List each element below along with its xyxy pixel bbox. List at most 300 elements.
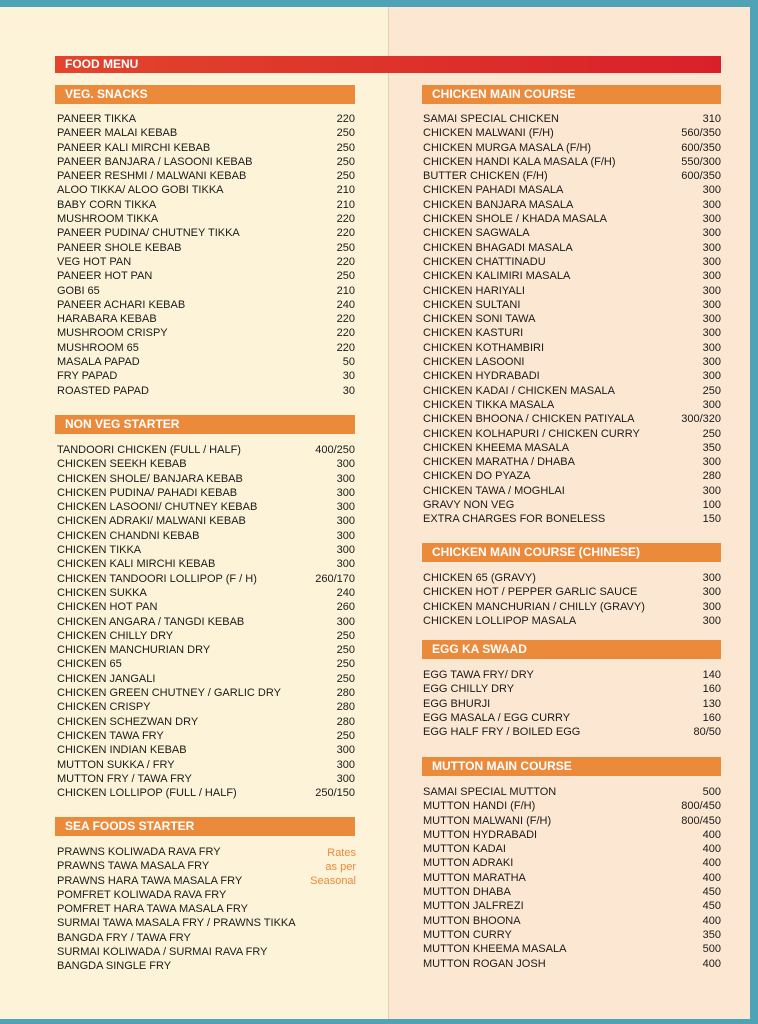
- menu-item: [57, 643, 355, 657]
- menu-item: [57, 369, 355, 383]
- menu-item-name: MUTTON JALFREZI: [423, 900, 524, 913]
- menu-item-price: 400: [702, 957, 721, 970]
- menu-item-price: 250: [336, 729, 355, 742]
- menu-item: [57, 758, 355, 772]
- menu-item: [57, 126, 355, 140]
- menu-item-name: SAMAI SPECIAL CHICKEN: [423, 113, 559, 125]
- menu-item-price: 500: [702, 943, 721, 956]
- menu-item-price: 250: [336, 629, 355, 642]
- menu-item-name: TANDOORI CHICKEN (FULL / HALF): [57, 444, 241, 456]
- menu-item: [57, 384, 355, 398]
- menu-item-price: 300: [336, 515, 355, 528]
- menu-item: [423, 141, 721, 155]
- menu-item-name: CHICKEN TIKKA: [57, 544, 142, 557]
- menu-item-price: 300: [702, 341, 721, 354]
- menu-item-name: CHICKEN HANDI KALA MASALA (F/H): [423, 155, 616, 168]
- menu-item-price: 250/150: [315, 787, 355, 800]
- menu-item-price: 300: [702, 227, 721, 240]
- menu-item-name: CHICKEN TIKKA MASALA: [423, 398, 555, 411]
- menu-item-name: CHICKEN 65 (GRAVY): [423, 572, 536, 584]
- menu-item-price: 250: [336, 270, 355, 283]
- menu-item-price: 210: [336, 184, 355, 197]
- menu-item-name: HARABARA KEBAB: [57, 313, 157, 326]
- menu-item-price: 400: [702, 871, 721, 884]
- menu-item: [423, 914, 721, 928]
- menu-item-price: 220: [336, 313, 355, 326]
- menu-item-name: CHICKEN MARATHA / DHABA: [423, 456, 575, 469]
- menu-item-name: MUTTON SUKKA / FRY: [57, 758, 175, 771]
- menu-item-price: 250: [336, 155, 355, 168]
- menu-item-name: CHICKEN HOT PAN: [57, 601, 158, 614]
- menu-item-name: PANEER BANJARA / LASOONI KEBAB: [57, 155, 253, 168]
- menu-item-price: 800/450: [681, 814, 721, 827]
- menu-item: [57, 572, 355, 586]
- menu-item-price: 250: [336, 170, 355, 183]
- menu-item: [423, 799, 721, 813]
- chicken-main-course-heading: CHICKEN MAIN COURSE: [422, 85, 721, 104]
- menu-item-name: CHICKEN ADRAKI/ MALWANI KEBAB: [57, 515, 246, 528]
- menu-item: [57, 486, 355, 500]
- menu-item-price: 300: [702, 484, 721, 497]
- menu-item: [57, 355, 355, 369]
- menu-item-price: 300: [702, 600, 721, 613]
- menu-item: [57, 672, 355, 686]
- menu-item-price: 400: [702, 843, 721, 856]
- menu-item: [423, 427, 721, 441]
- menu-item-price: 220: [336, 113, 355, 125]
- menu-item-name: VEG HOT PAN: [57, 255, 132, 268]
- menu-item: [57, 183, 355, 197]
- menu-item-name: MUTTON DHABA: [423, 886, 511, 899]
- menu-item: [57, 657, 355, 671]
- menu-item-name: CHICKEN SCHEZWAN DRY: [57, 715, 199, 728]
- menu-item: [423, 284, 721, 298]
- menu-item-name: CHICKEN HYDRABADI: [423, 370, 540, 383]
- menu-item: [423, 600, 721, 614]
- menu-item-name: CHICKEN KOLHAPURI / CHICKEN CURRY: [423, 427, 640, 440]
- menu-item: [57, 500, 355, 514]
- menu-item-name: CHICKEN KALI MIRCHI KEBAB: [57, 558, 216, 571]
- menu-item-price: 600/350: [681, 141, 721, 154]
- menu-item-name: CHICKEN SONI TAWA: [423, 313, 536, 326]
- menu-item-name: CHICKEN MALWANI (F/H): [423, 127, 554, 140]
- menu-item: [57, 859, 297, 873]
- menu-item-name: CHICKEN TAWA FRY: [57, 729, 164, 742]
- menu-item-price: 300: [702, 255, 721, 268]
- menu-item-price: 300: [702, 356, 721, 369]
- menu-item: [57, 729, 355, 743]
- menu-item-price: 250: [336, 658, 355, 671]
- menu-item-price: 220: [336, 227, 355, 240]
- menu-item-price: 250: [702, 427, 721, 440]
- menu-item: [423, 312, 721, 326]
- menu-item-price: 300: [336, 758, 355, 771]
- menu-item-price: 250: [702, 384, 721, 397]
- menu-item-name: SURMAI KOLIWADA / SURMAI RAVA FRY: [57, 946, 268, 959]
- menu-item: [423, 871, 721, 885]
- menu-item: [423, 571, 721, 585]
- menu-item-name: PRAWNS TAWA MASALA FRY: [57, 860, 210, 873]
- menu-item-name: SURMAI TAWA MASALA FRY / PRAWNS TIKKA: [57, 917, 296, 930]
- menu-item-name: MUTTON HANDI (F/H): [423, 800, 536, 813]
- menu-item-price: 300: [336, 558, 355, 571]
- chicken-main-course-list: [423, 112, 721, 527]
- menu-item-name: ROASTED PAPAD: [57, 384, 149, 397]
- menu-item-price: 300: [336, 615, 355, 628]
- menu-item-name: CHICKEN SEEKH KEBAB: [57, 458, 187, 471]
- menu-item: [57, 700, 355, 714]
- menu-item-price: 500: [702, 786, 721, 798]
- menu-item-name: PRAWNS HARA TAWA MASALA FRY: [57, 874, 243, 887]
- menu-item-price: 310: [702, 113, 721, 125]
- menu-item: [57, 529, 355, 543]
- non-veg-starter-heading: NON VEG STARTER: [55, 415, 355, 434]
- menu-item-price: 250: [336, 241, 355, 254]
- menu-item: [423, 455, 721, 469]
- menu-item-name: CHICKEN ANGARA / TANGDI KEBAB: [57, 615, 245, 628]
- menu-item-price: 250: [336, 672, 355, 685]
- menu-item: [57, 959, 297, 973]
- menu-item-name: CHICKEN LOLLIPOP MASALA: [423, 614, 577, 627]
- menu-item-name: CHICKEN MURGA MASALA (F/H): [423, 141, 592, 154]
- menu-item: [57, 888, 297, 902]
- menu-item: [57, 629, 355, 643]
- menu-item: [423, 369, 721, 383]
- menu-item: [423, 484, 721, 498]
- menu-item-name: MUTTON KADAI: [423, 843, 506, 856]
- menu-item-name: GRAVY NON VEG: [423, 499, 515, 512]
- menu-item: [423, 112, 721, 126]
- menu-item-name: CHICKEN KOTHAMBIRI: [423, 341, 545, 354]
- menu-item: [423, 226, 721, 240]
- menu-item: [57, 786, 355, 800]
- menu-item-name: MUTTON KHEEMA MASALA: [423, 943, 567, 956]
- menu-item-price: 300: [702, 398, 721, 411]
- menu-item: [423, 255, 721, 269]
- menu-item: [57, 916, 297, 930]
- menu-item: [423, 269, 721, 283]
- menu-item-name: CHICKEN KALIMIRI MASALA: [423, 270, 571, 283]
- menu-item-price: 300: [336, 486, 355, 499]
- mutton-main-course-heading: MUTTON MAIN COURSE: [422, 757, 721, 776]
- menu-item-name: MUTTON ADRAKI: [423, 857, 514, 870]
- menu-item-name: MUTTON ROGAN JOSH: [423, 957, 546, 970]
- menu-item: [423, 785, 721, 799]
- menu-item-name: CHICKEN SULTANI: [423, 298, 521, 311]
- menu-item-name: MUSHROOM CRISPY: [57, 327, 168, 340]
- menu-item-price: 400: [702, 857, 721, 870]
- seasonal-rates-note: [290, 846, 356, 888]
- menu-item-price: 220: [336, 255, 355, 268]
- menu-item: [57, 284, 355, 298]
- menu-item-price: 300: [702, 298, 721, 311]
- menu-item-price: 260/170: [315, 572, 355, 585]
- menu-item: [423, 398, 721, 412]
- rates-note-line: Rates: [327, 847, 356, 859]
- menu-item-price: 350: [702, 441, 721, 454]
- menu-item-name: CHICKEN LASOONI/ CHUTNEY KEBAB: [57, 501, 258, 514]
- egg-ka-swaad-list: [423, 668, 721, 739]
- menu-item-price: 300: [336, 472, 355, 485]
- menu-item-price: 280: [336, 687, 355, 700]
- menu-item-name: PANEER PUDINA/ CHUTNEY TIKKA: [57, 227, 240, 240]
- menu-item-price: 250: [336, 644, 355, 657]
- menu-item-price: 800/450: [681, 800, 721, 813]
- menu-item-name: CHICKEN MANCHURIAN / CHILLY (GRAVY): [423, 600, 645, 613]
- menu-item: [423, 512, 721, 526]
- menu-item-price: 400: [702, 828, 721, 841]
- menu-item-name: CHICKEN BANJARA MASALA: [423, 198, 574, 211]
- menu-item-price: 300: [336, 529, 355, 542]
- menu-item-name: MUSHROOM TIKKA: [57, 213, 159, 226]
- menu-item: [423, 183, 721, 197]
- menu-item: [57, 169, 355, 183]
- menu-item: [423, 441, 721, 455]
- menu-item: [423, 585, 721, 599]
- menu-item-price: 300: [336, 772, 355, 785]
- menu-item: [423, 899, 721, 913]
- menu-item-name: MUSHROOM 65: [57, 341, 139, 354]
- menu-item: [423, 341, 721, 355]
- menu-item-name: MUTTON FRY / TAWA FRY: [57, 772, 192, 785]
- chicken-main-course-chinese-list: [423, 571, 721, 628]
- menu-item-name: CHICKEN 65: [57, 658, 122, 671]
- menu-item-name: CHICKEN BHAGADI MASALA: [423, 241, 573, 254]
- menu-item-price: 80/50: [693, 726, 721, 739]
- menu-item: [57, 326, 355, 340]
- menu-item-name: CHICKEN KASTURI: [423, 327, 524, 340]
- menu-item: [423, 842, 721, 856]
- menu-item: [423, 384, 721, 398]
- menu-item-name: CHICKEN LASOONI: [423, 356, 525, 369]
- menu-item-name: EGG BHURJI: [423, 697, 491, 710]
- menu-item-name: EGG CHILLY DRY: [423, 683, 515, 696]
- menu-item-name: CHICKEN PUDINA/ PAHADI KEBAB: [57, 486, 238, 499]
- menu-item: [57, 341, 355, 355]
- menu-item-name: PANEER ACHARI KEBAB: [57, 298, 186, 311]
- menu-item-price: 400/250: [315, 444, 355, 456]
- menu-item: [57, 269, 355, 283]
- rates-note-line: Seasonal: [310, 875, 356, 887]
- menu-item: [423, 355, 721, 369]
- menu-item-price: 300: [702, 213, 721, 226]
- menu-item: [57, 212, 355, 226]
- menu-item: [57, 902, 297, 916]
- border-bottom: [0, 1019, 758, 1024]
- menu-item-price: 300: [702, 586, 721, 599]
- menu-item-price: 450: [702, 900, 721, 913]
- menu-item-price: 300: [702, 456, 721, 469]
- menu-item-price: 130: [702, 697, 721, 710]
- menu-item-name: CHICKEN SUKKA: [57, 586, 147, 599]
- menu-item: [57, 600, 355, 614]
- menu-item: [423, 298, 721, 312]
- column-divider: [388, 7, 389, 1019]
- menu-item-name: CHICKEN SHOLE / KHADA MASALA: [423, 213, 607, 226]
- menu-item-price: 240: [336, 298, 355, 311]
- menu-item-name: MUTTON HYDRABADI: [423, 828, 538, 841]
- menu-item-name: CHICKEN INDIAN KEBAB: [57, 744, 187, 757]
- menu-item: [57, 772, 355, 786]
- menu-item: [423, 957, 721, 971]
- menu-item-name: BANGDA SINGLE FRY: [57, 960, 172, 973]
- menu-item: [423, 814, 721, 828]
- menu-item-price: 300/320: [681, 413, 721, 426]
- border-top: [0, 0, 758, 7]
- menu-item-name: CHICKEN CHANDNI KEBAB: [57, 529, 200, 542]
- menu-item-name: CHICKEN JANGALI: [57, 672, 156, 685]
- menu-item-name: POMFRET HARA TAWA MASALA FRY: [57, 903, 248, 916]
- menu-item-price: 240: [336, 586, 355, 599]
- menu-item-price: 300: [702, 184, 721, 197]
- menu-item-name: PANEER TIKKA: [57, 113, 137, 125]
- chicken-main-course-chinese-heading: CHICKEN MAIN COURSE (CHINESE): [422, 543, 721, 562]
- menu-item-name: POMFRET KOLIWADA RAVA FRY: [57, 888, 227, 901]
- menu-item-price: 300: [336, 744, 355, 757]
- menu-item-name: EGG MASALA / EGG CURRY: [423, 711, 571, 724]
- menu-item-name: PANEER HOT PAN: [57, 270, 153, 283]
- menu-item-name: SAMAI SPECIAL MUTTON: [423, 786, 557, 798]
- menu-item-name: MUTTON MARATHA: [423, 871, 526, 884]
- menu-item-name: FRY PAPAD: [57, 370, 118, 383]
- menu-item-name: CHICKEN GREEN CHUTNEY / GARLIC DRY: [57, 687, 281, 700]
- menu-item-name: EGG TAWA FRY/ DRY: [423, 669, 534, 681]
- menu-item-price: 300: [702, 327, 721, 340]
- menu-item-price: 300: [336, 544, 355, 557]
- menu-item: [57, 141, 355, 155]
- non-veg-starter-list: [57, 443, 355, 800]
- menu-item-name: CHICKEN CHATTINADU: [423, 255, 546, 268]
- menu-item: [423, 711, 721, 725]
- menu-item-price: 280: [702, 470, 721, 483]
- menu-item: [423, 469, 721, 483]
- menu-item-price: 30: [342, 370, 355, 383]
- menu-item-price: 250: [336, 127, 355, 140]
- menu-item-price: 220: [336, 213, 355, 226]
- menu-item: [57, 615, 355, 629]
- menu-item: [423, 169, 721, 183]
- menu-item-name: CHICKEN TAWA / MOGHLAI: [423, 484, 565, 497]
- menu-item-price: 300: [702, 270, 721, 283]
- menu-item-name: BANGDA FRY / TAWA FRY: [57, 931, 191, 944]
- menu-item-price: 100: [702, 499, 721, 512]
- menu-item-name: CHICKEN KADAI / CHICKEN MASALA: [423, 384, 615, 397]
- menu-item: [57, 931, 297, 945]
- veg-snacks-heading: VEG. SNACKS: [55, 85, 355, 104]
- menu-item-name: CHICKEN CRISPY: [57, 701, 151, 714]
- menu-item-name: PRAWNS KOLIWADA RAVA FRY: [57, 846, 221, 858]
- menu-item: [423, 668, 721, 682]
- menu-item-name: CHICKEN SHOLE/ BANJARA KEBAB: [57, 472, 243, 485]
- veg-snacks-list: [57, 112, 355, 398]
- menu-item: [423, 682, 721, 696]
- menu-item: [57, 543, 355, 557]
- menu-item-name: EXTRA CHARGES FOR BONELESS: [423, 513, 606, 526]
- menu-item: [57, 874, 297, 888]
- menu-item-price: 160: [702, 711, 721, 724]
- menu-item-name: CHICKEN HOT / PEPPER GARLIC SAUCE: [423, 586, 638, 599]
- mutton-main-course-list: [423, 785, 721, 971]
- menu-item-name: CHICKEN LOLLIPOP (FULL / HALF): [57, 787, 237, 800]
- menu-item-price: 50: [342, 356, 355, 369]
- menu-item-name: PANEER SHOLE KEBAB: [57, 241, 182, 254]
- menu-item: [423, 697, 721, 711]
- menu-item: [423, 614, 721, 628]
- menu-item-price: 300: [702, 614, 721, 627]
- menu-item-name: BABY CORN TIKKA: [57, 198, 157, 211]
- menu-item: [57, 586, 355, 600]
- menu-item-name: CHICKEN DO PYAZA: [423, 470, 531, 483]
- menu-item: [423, 928, 721, 942]
- menu-item-price: 300: [702, 370, 721, 383]
- menu-item: [423, 155, 721, 169]
- menu-item-name: PANEER MALAI KEBAB: [57, 127, 178, 140]
- menu-item: [57, 298, 355, 312]
- menu-item-price: 600/350: [681, 170, 721, 183]
- menu-item-price: 140: [702, 669, 721, 681]
- menu-item-name: CHICKEN KHEEMA MASALA: [423, 441, 570, 454]
- menu-item-name: ALOO TIKKA/ ALOO GOBI TIKKA: [57, 184, 224, 197]
- menu-item: [57, 198, 355, 212]
- menu-item: [423, 412, 721, 426]
- menu-item-price: 220: [336, 341, 355, 354]
- menu-item-price: 220: [336, 327, 355, 340]
- menu-item-price: 300: [702, 198, 721, 211]
- menu-item-name: PANEER KALI MIRCHI KEBAB: [57, 141, 211, 154]
- menu-item: [423, 498, 721, 512]
- menu-item-name: CHICKEN BHOONA / CHICKEN PATIYALA: [423, 413, 635, 426]
- sea-foods-starter-list: [57, 845, 297, 974]
- menu-item-price: 350: [702, 928, 721, 941]
- menu-item: [423, 942, 721, 956]
- menu-item: [57, 112, 355, 126]
- menu-item-price: 210: [336, 284, 355, 297]
- menu-item: [423, 856, 721, 870]
- menu-item-name: CHICKEN SAGWALA: [423, 227, 530, 240]
- menu-item: [423, 198, 721, 212]
- menu-item: [57, 686, 355, 700]
- menu-item-price: 560/350: [681, 127, 721, 140]
- menu-item-name: MUTTON CURRY: [423, 928, 512, 941]
- menu-item-price: 280: [336, 701, 355, 714]
- menu-item-price: 150: [702, 513, 721, 526]
- menu-item: [423, 326, 721, 340]
- menu-item: [423, 241, 721, 255]
- menu-item-name: EGG HALF FRY / BOILED EGG: [423, 726, 581, 739]
- menu-item-name: CHICKEN PAHADI MASALA: [423, 184, 564, 197]
- menu-item-name: CHICKEN TANDOORI LOLLIPOP (F / H): [57, 572, 257, 585]
- menu-item: [423, 126, 721, 140]
- rates-note-line: as per: [325, 861, 356, 873]
- menu-item: [57, 472, 355, 486]
- border-right: [750, 0, 758, 1024]
- menu-item: [57, 443, 355, 457]
- menu-item-price: 260: [336, 601, 355, 614]
- menu-item-price: 160: [702, 683, 721, 696]
- food-menu-title: FOOD MENU: [55, 56, 721, 73]
- menu-item-price: 210: [336, 198, 355, 211]
- menu-item-price: 30: [342, 384, 355, 397]
- menu-item: [57, 457, 355, 471]
- menu-item-name: BUTTER CHICKEN (F/H): [423, 170, 548, 183]
- menu-item-price: 300: [336, 501, 355, 514]
- menu-item-price: 300: [336, 458, 355, 471]
- menu-item: [57, 255, 355, 269]
- menu-item: [423, 885, 721, 899]
- menu-item-name: MUTTON MALWANI (F/H): [423, 814, 552, 827]
- sea-foods-starter-heading: SEA FOODS STARTER: [55, 817, 355, 836]
- menu-item-name: CHICKEN HARIYALI: [423, 284, 525, 297]
